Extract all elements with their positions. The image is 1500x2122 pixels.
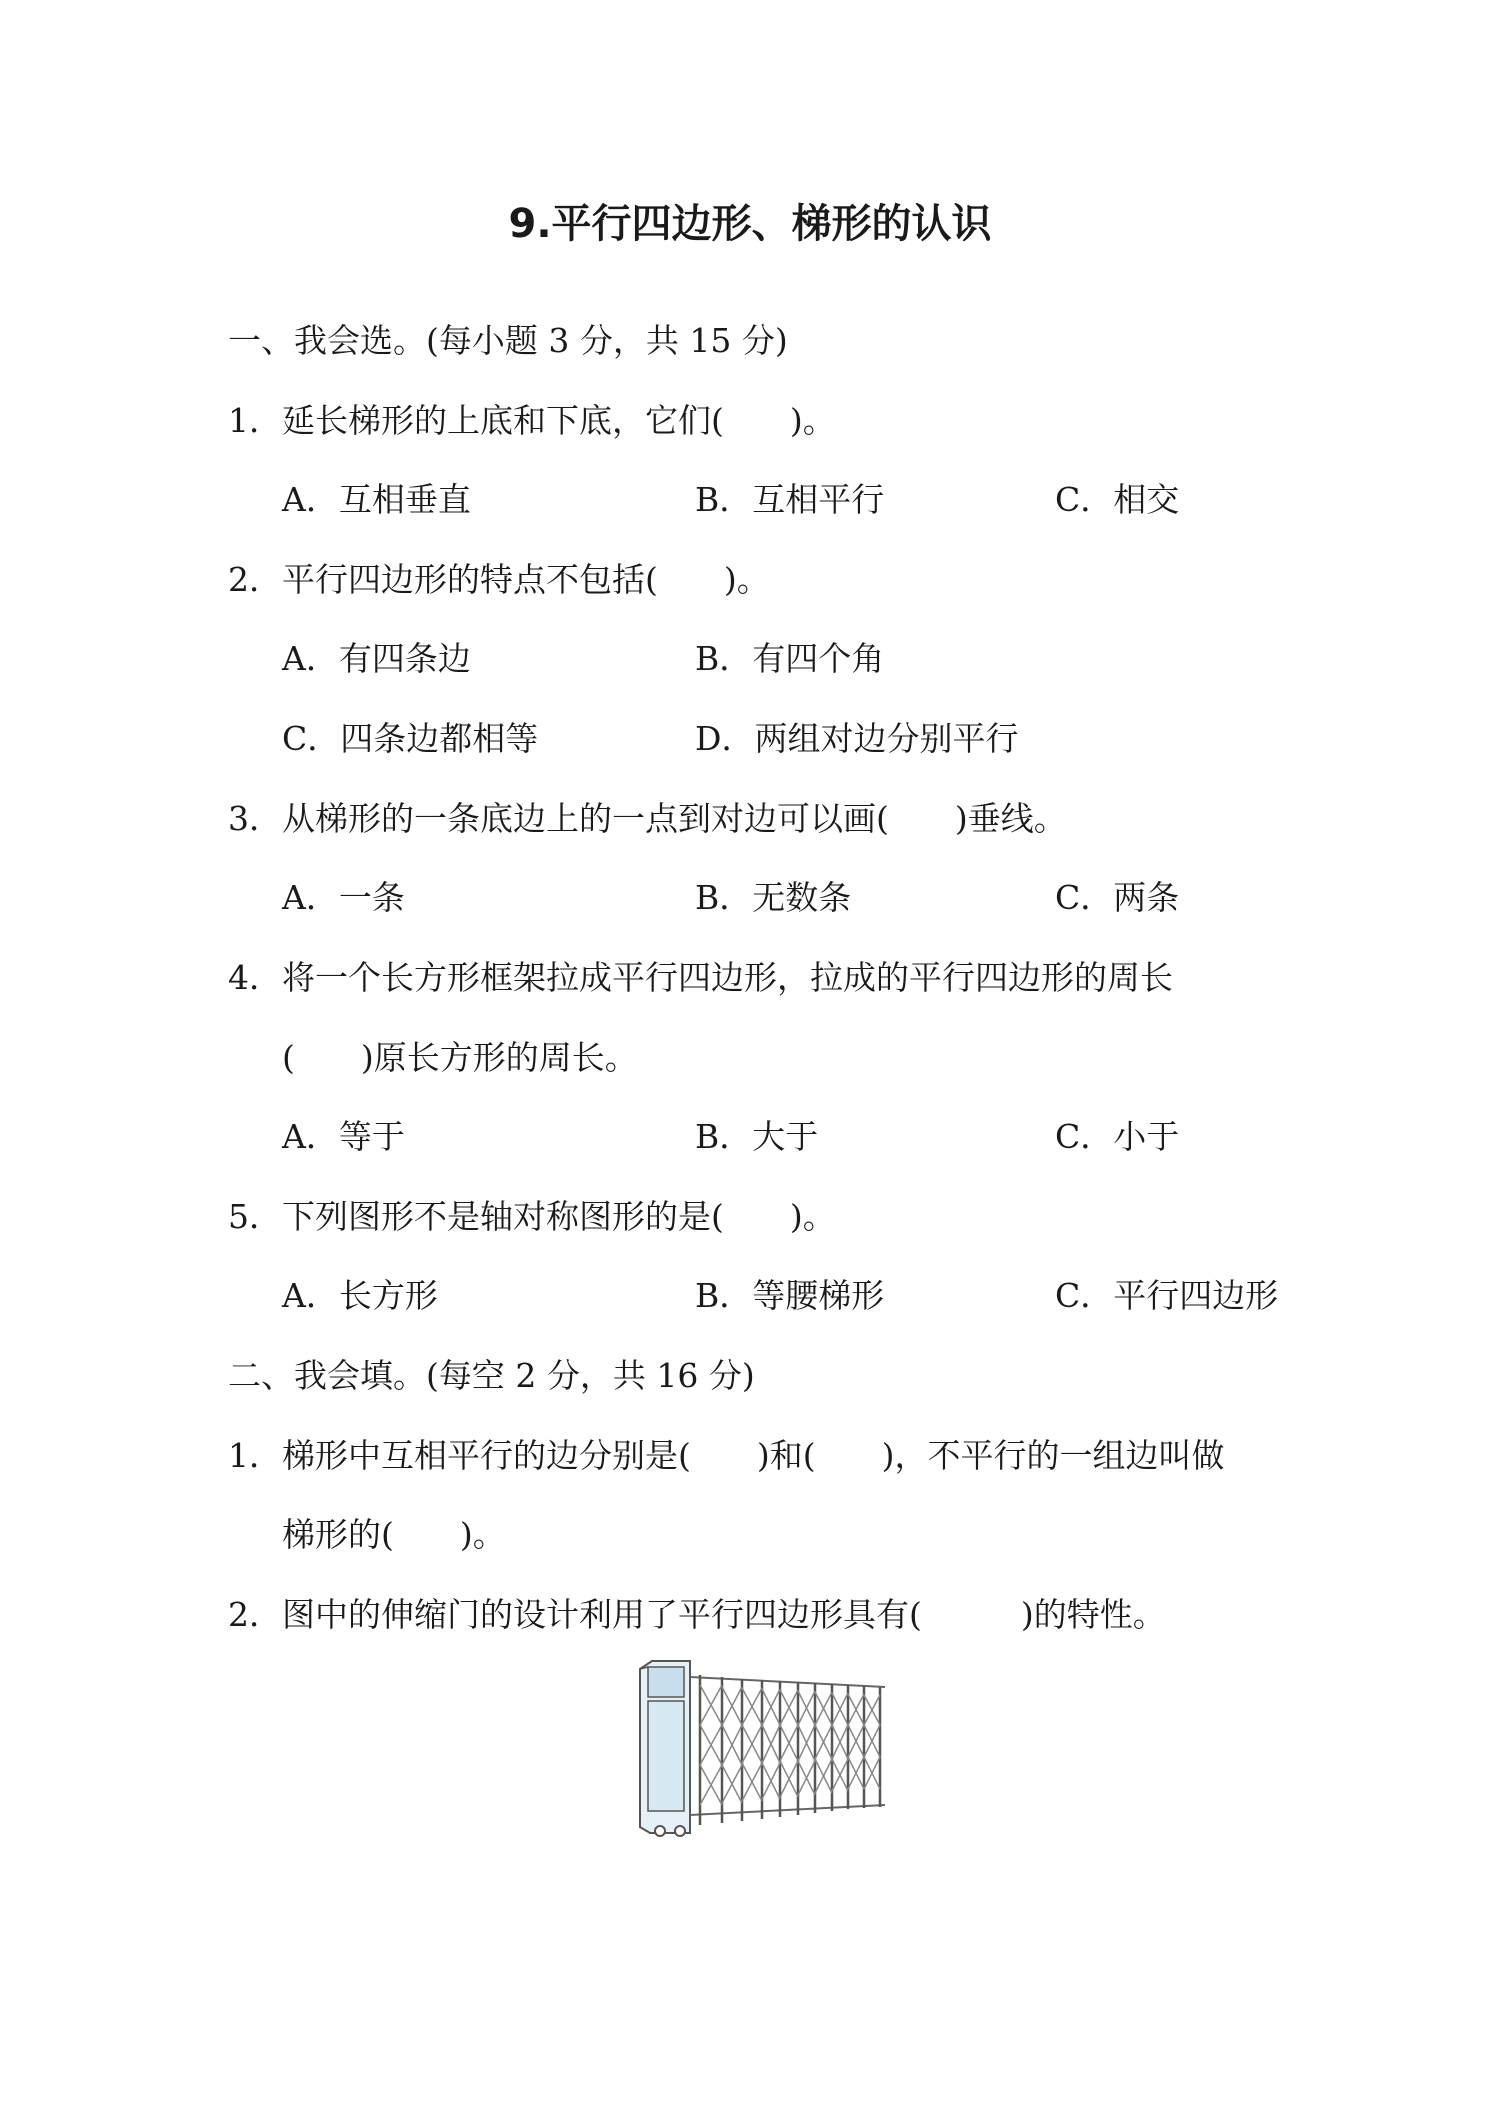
question-1-2: 2．平行四边形的特点不包括( )。 bbox=[228, 560, 770, 599]
question-1-5: 5．下列图形不是轴对称图形的是( )。 bbox=[228, 1197, 836, 1236]
question-1-3: 3．从梯形的一条底边上的一点到对边可以画( )垂线。 bbox=[228, 799, 1067, 838]
retractable-gate-illustration bbox=[630, 1655, 900, 1840]
option: A．长方形 bbox=[282, 1276, 438, 1315]
option: C．四条边都相等 bbox=[282, 719, 539, 758]
option: B．有四个角 bbox=[695, 639, 885, 678]
option: B．互相平行 bbox=[695, 480, 885, 519]
question-1-4-continued: ( )原长方形的周长。 bbox=[282, 1038, 638, 1077]
option: B．大于 bbox=[695, 1117, 819, 1156]
question-1-4: 4．将一个长方形框架拉成平行四边形，拉成的平行四边形的周长 bbox=[228, 958, 1173, 997]
option: D．两组对边分别平行 bbox=[695, 719, 1019, 758]
section-1-heading: 一、我会选。(每小题 3 分，共 15 分) bbox=[228, 321, 788, 360]
option: B．无数条 bbox=[695, 878, 852, 917]
option: A．一条 bbox=[282, 878, 405, 917]
option: A．有四条边 bbox=[282, 639, 471, 678]
option: C．小于 bbox=[1055, 1117, 1180, 1156]
option: C．相交 bbox=[1055, 480, 1180, 519]
question-1-1: 1．延长梯形的上底和下底，它们( )。 bbox=[228, 401, 836, 440]
question-2-1-continued: 梯形的( )。 bbox=[282, 1515, 506, 1554]
page-title: 9.平行四边形、梯形的认识 bbox=[508, 201, 992, 247]
option: C．平行四边形 bbox=[1055, 1276, 1279, 1315]
section-2-heading: 二、我会填。(每空 2 分，共 16 分) bbox=[228, 1356, 755, 1395]
question-2-1: 1．梯形中互相平行的边分别是( )和( )，不平行的一组边叫做 bbox=[228, 1436, 1225, 1475]
option: A．等于 bbox=[282, 1117, 405, 1156]
option: A．互相垂直 bbox=[282, 480, 471, 519]
question-2-2: 2．图中的伸缩门的设计利用了平行四边形具有( )的特性。 bbox=[228, 1595, 1166, 1634]
option: C．两条 bbox=[1055, 878, 1180, 917]
option: B．等腰梯形 bbox=[695, 1276, 885, 1315]
